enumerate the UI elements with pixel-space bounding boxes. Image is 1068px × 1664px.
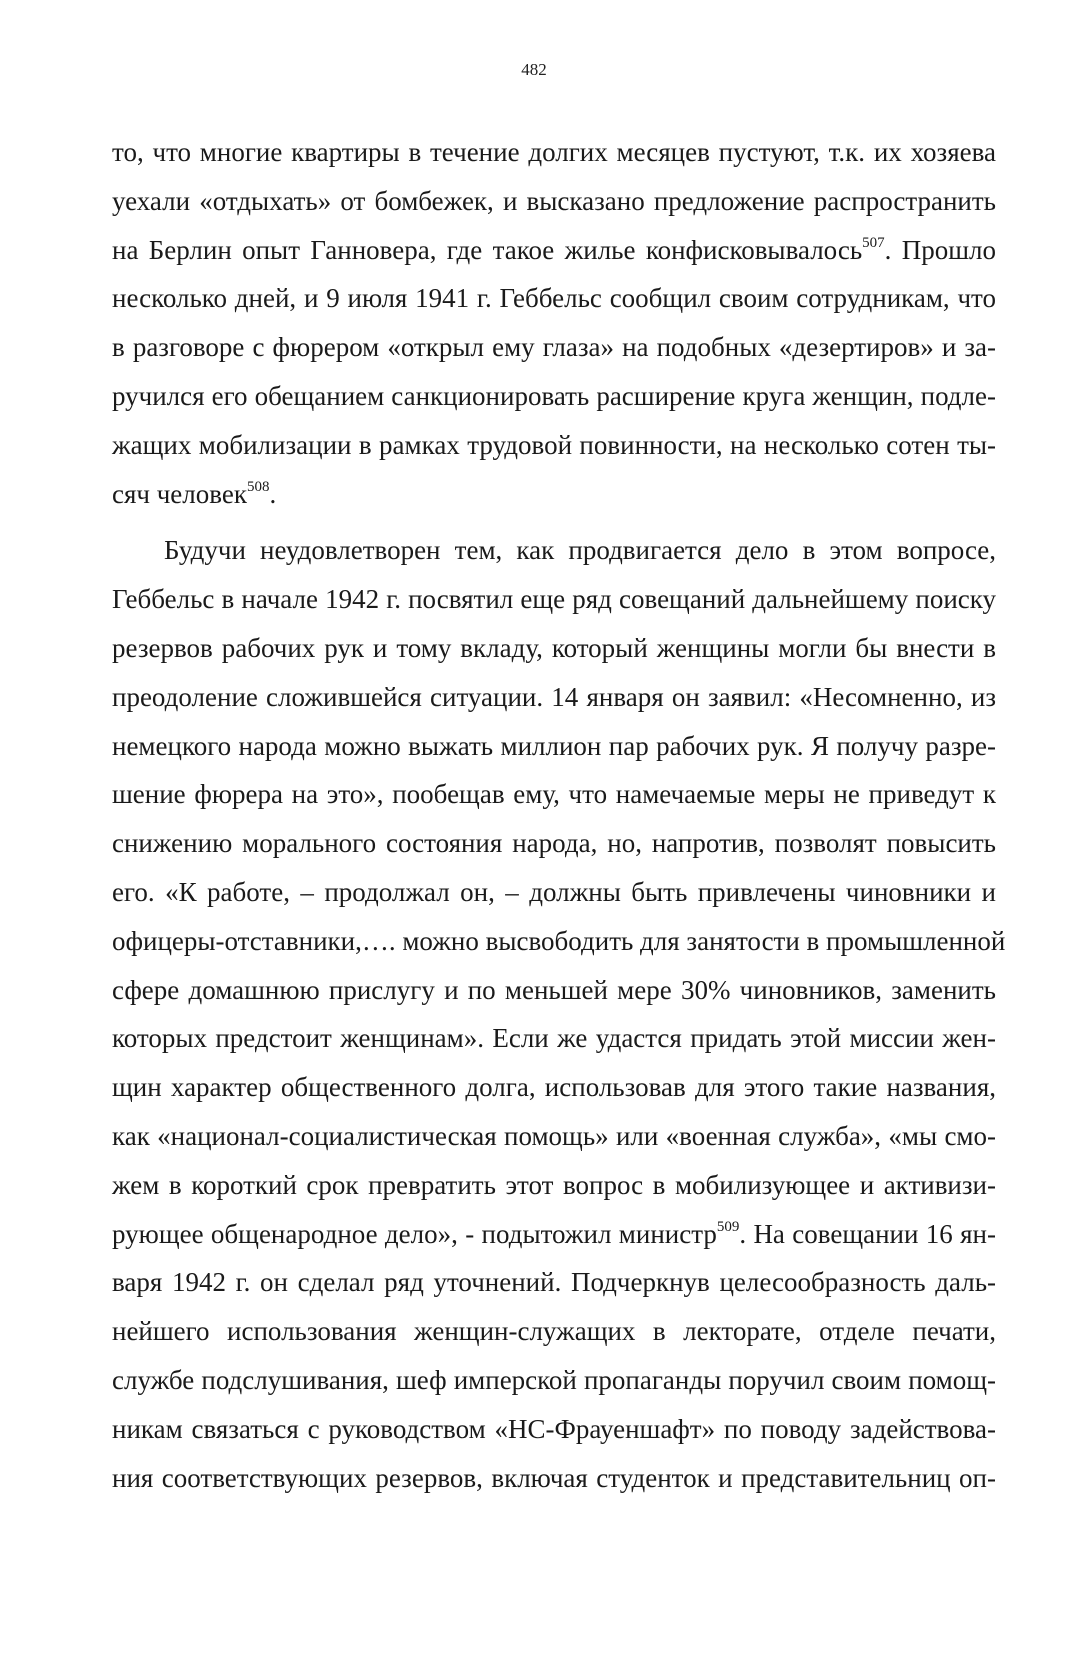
text-line: офицеры-отставники,…. можно высвободить для занятости в промышленной <box>112 925 1006 956</box>
text-line: ручился его обещанием санкционировать расширение круга женщин, подле- <box>112 380 996 411</box>
text-line: преодоление сложившейся ситуации. 14 января он заявил: «Несомненно, из <box>112 681 996 712</box>
text-line: сфере домашнюю прислугу и по меньшей мере 30% чиновников, заменить <box>112 974 996 1005</box>
page-number: 482 <box>521 60 547 79</box>
text-line: уехали «отдыхать» от бомбежек, и высказано предложение распространить <box>112 185 996 216</box>
footnote-ref: 509 <box>716 1218 740 1235</box>
text-line: варя 1942 г. он сделал ряд уточнений. Подчеркнув целесообразность даль- <box>112 1267 996 1298</box>
paragraph-gap <box>112 518 996 526</box>
text-line: жащих мобилизации в рамках трудовой повинности, на несколько сотен ты- <box>112 429 996 460</box>
text-line: Геббельс в начале 1942 г. посвятил еще ряд совещаний дальнейшему поиску <box>112 584 996 615</box>
body-text <box>112 128 1006 1502</box>
text-line <box>112 1210 996 1259</box>
text-line: его. «К работе, – продолжал он, – должны быть привлечены чиновники и <box>112 876 996 907</box>
text-line: в разговоре с фюрером «открыл ему глаза» на подобных «дезертиров» и за- <box>112 332 996 363</box>
text-line: то, что многие квартиры в течение долгих месяцев пустуют, т.к. их хозяева <box>112 137 996 167</box>
text-line: как «национал-социалистическая помощь» или «военная служба», «мы смо- <box>112 1120 996 1151</box>
text-line: снижению морального состояния народа, но, напротив, позволят повысить <box>112 828 996 859</box>
text-line: Будучи неудовлетворен тем, как продвигается дело в этом вопросе, <box>164 535 996 566</box>
text-line: нейшего использования женщин-служащих в лекторате, отделе печати, <box>112 1316 996 1347</box>
line-text: сяч человек <box>112 478 247 509</box>
line-text: на Берлин опыт Ганновера, где такое жилье конфисковывалось <box>112 234 863 265</box>
text-line: которых предстоит женщинам». Если же удастся придать этой миссии жен- <box>112 1023 996 1054</box>
text-line: жем в короткий срок превратить этот вопрос в мобилизующее и активизи- <box>112 1169 996 1200</box>
text-line: никам связаться с руководством «НС-Фрауеншафт» по поводу задействова- <box>112 1413 996 1444</box>
text-line <box>112 226 996 275</box>
paragraph-2 <box>112 526 1006 1502</box>
footnote-ref: 508 <box>246 478 270 495</box>
text-line: щин характер общественного долга, использовав для этого такие названия, <box>112 1072 996 1103</box>
footnote-ref: 507 <box>862 234 885 251</box>
line-text: . <box>269 478 277 509</box>
line-text: рующее общенародное дело», - подытожил министр <box>112 1218 717 1249</box>
text-line: службе подслушивания, шеф имперской пропаганды поручил своим помощ- <box>112 1364 996 1395</box>
paragraph-1 <box>112 128 996 518</box>
text-line: ния соответствующих резервов, включая студенток и представительниц оп- <box>112 1462 996 1493</box>
text-line: резервов рабочих рук и тому вкладу, который женщины могли бы внести в <box>112 632 996 663</box>
text-line: шение фюрера на это», пообещав ему, что намечаемые меры не приведут к <box>112 779 996 810</box>
line-text: . Прошло <box>884 234 996 265</box>
line-text: . На совещании 16 ян- <box>739 1218 996 1249</box>
text-line <box>112 470 996 519</box>
text-line: немецкого народа можно выжать миллион пар рабочих рук. Я получу разре- <box>112 730 996 761</box>
text-line: несколько дней, и 9 июля 1941 г. Геббельс сообщил своим сотрудникам, что <box>112 283 996 314</box>
